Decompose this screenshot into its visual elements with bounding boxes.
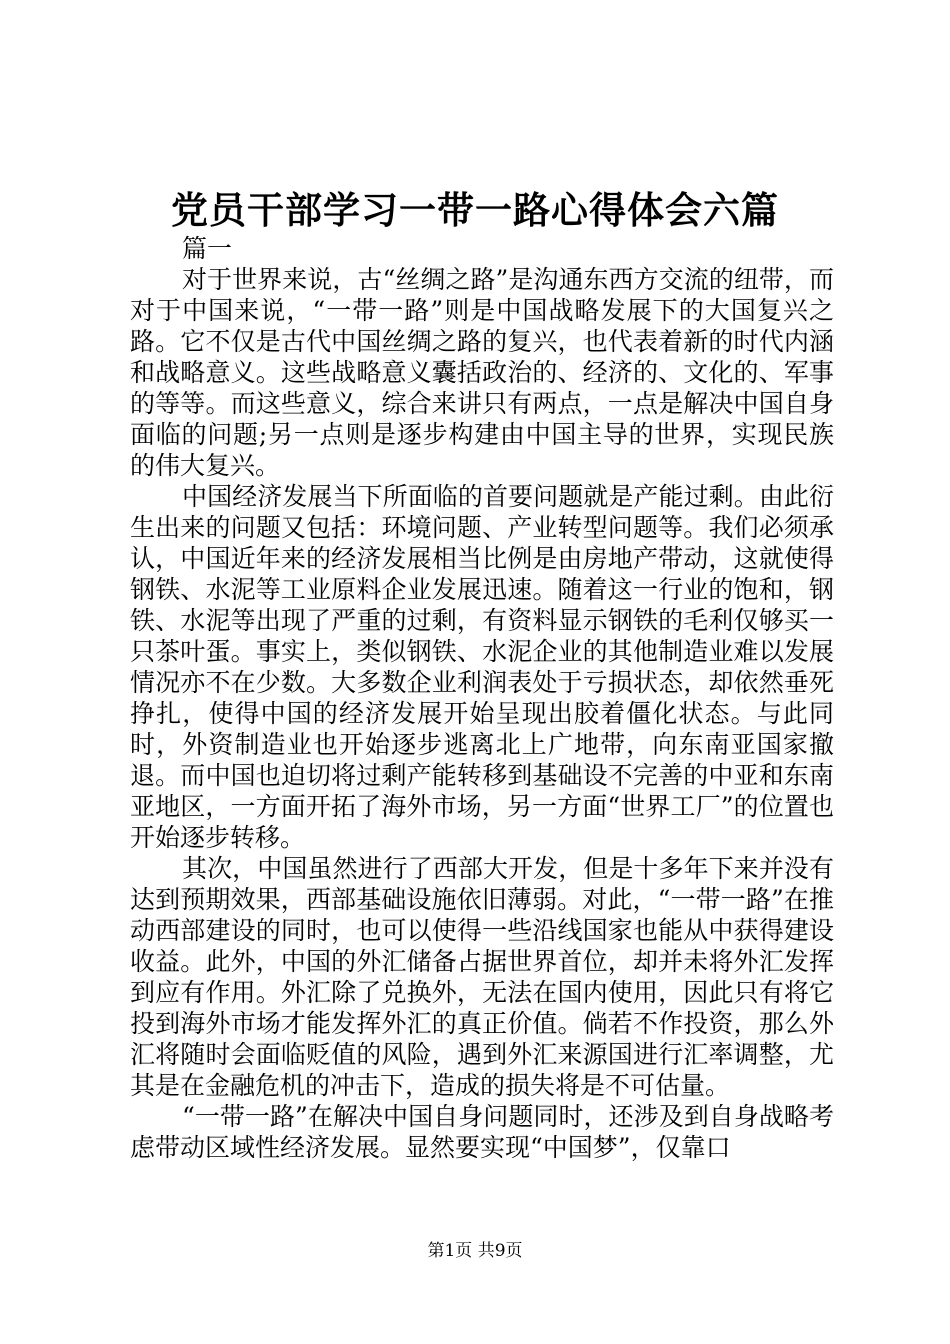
section-label: 篇一 bbox=[182, 234, 233, 263]
paragraph-3: 其次，中国虽然进行了西部大开发，但是十多年下来并没有达到预期效果，西部基础设施依旧薄弱。对此，“一带一路”在推动西部建设的同时，也可以使得一些沿线国家也能从中获得建设收益。此外，中国的外汇储备占据世界首位，却并未将外汇发挥到应有作用。外汇除了兑换外，无法在国内使用，因此只有将它投到海外市场才能发挥外汇的真正价值。倘若不作投资，那么外汇将随时会面临贬值的风险，遇到外汇来源国进行汇率调整，尤其是在金融危机的冲击下，造成的损失将是不可估量。 bbox=[130, 854, 834, 1100]
paragraph-4: “一带一路”在解决中国自身问题同时，还涉及到自身战略考虑带动区域性经济发展。显然要实现“中国梦”，仅靠口 bbox=[130, 1102, 834, 1162]
paragraph-2: 中国经济发展当下所面临的首要问题就是产能过剩。由此衍生出来的问题又包括：环境问题、产业转型问题等。我们必须承认，中国近年来的经济发展相当比例是由房地产带动，这就使得钢铁、水泥等工业原料企业发展迅速。随着这一行业的饱和，钢铁、水泥等出现了严重的过剩，有资料显示钢铁的毛利仅够买一只茶叶蛋。事实上，类似钢铁、水泥企业的其他制造业难以发展情况亦不在少数。大多数企业利润表处于亏损状态，却依然垂死挣扎，使得中国的经济发展开始呈现出胶着僵化状态。与此同时，外资制造业也开始逐步逃离北上广地带，向东南亚国家撤退。而中国也迫切将过剩产能转移到基础设不完善的中亚和东南亚地区，一方面开拓了海外市场，另一方面“世界工厂”的位置也开始逐步转移。 bbox=[130, 482, 834, 852]
page-footer: 第1页 共9页 bbox=[427, 1241, 523, 1261]
paragraph-1: 对于世界来说，古“丝绸之路”是沟通东西方交流的纽带，而对于中国来说，“一带一路”则是中国战略发展下的大国复兴之路。它不仅是古代中国丝绸之路的复兴，也代表着新的时代内涵和战略意义。这些战略意义囊括政治的、经济的、文化的、军事的等等。而这些意义，综合来讲只有两点，一点是解决中国自身面临的问题;另一点则是逐步构建由中国主导的世界，实现民族的伟大复兴。 bbox=[130, 265, 834, 480]
document-title: 党员干部学习一带一路心得体会六篇 bbox=[171, 188, 779, 232]
document-body bbox=[130, 233, 834, 1163]
